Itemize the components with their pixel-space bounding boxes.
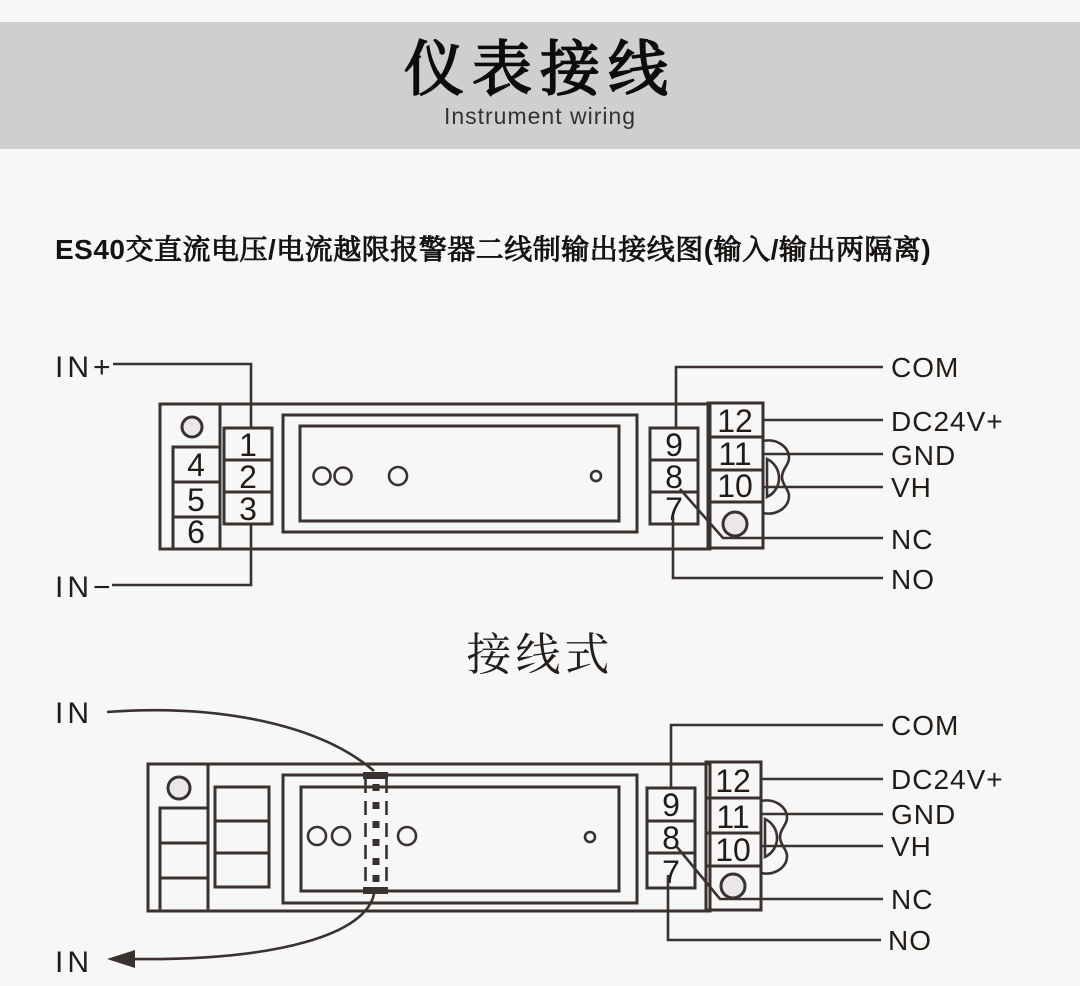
terminal-7: 7 — [665, 491, 683, 527]
gnd-label: GND — [891, 799, 957, 830]
page-title: 仪表接线 — [404, 36, 676, 103]
diagram-2-wiring-style — [55, 697, 1004, 979]
page-subtitle-en: Instrument wiring — [443, 103, 637, 129]
terminal-9: 9 — [662, 787, 680, 823]
terminal-6: 6 — [187, 514, 205, 550]
in-bottom-label: IN — [55, 946, 93, 979]
terminal-block-left — [160, 808, 208, 911]
display-window — [300, 426, 619, 521]
terminal-5: 5 — [187, 482, 205, 518]
in-plus-wire — [113, 364, 251, 428]
terminal-11: 11 — [716, 799, 750, 835]
in-top-label: IN — [55, 697, 93, 730]
in-minus-wire — [112, 524, 251, 585]
mount-hole-icon — [723, 512, 747, 536]
wire-pass-through-strip — [363, 772, 388, 894]
in-minus-label: IN− — [55, 571, 115, 604]
indicator-led-icon — [308, 827, 326, 845]
indicator-led-icon — [335, 468, 352, 485]
vh-label: VH — [891, 472, 932, 503]
no-label: NO — [888, 925, 932, 956]
indicator-led-icon — [389, 467, 407, 485]
terminal-4: 4 — [187, 447, 205, 483]
terminal-7: 7 — [662, 854, 680, 890]
terminal-8: 8 — [662, 820, 680, 856]
input-wires-1 — [55, 351, 251, 604]
terminal-block-mid — [215, 787, 269, 887]
instrument-body-2 — [148, 762, 787, 911]
indicator-led-icon — [398, 827, 416, 845]
vh-label: VH — [891, 831, 932, 862]
in-plus-label: IN+ — [55, 351, 115, 384]
nc-label: NC — [891, 524, 934, 555]
dc24v-label: DC24V+ — [891, 764, 1004, 795]
terminal-9: 9 — [665, 427, 683, 463]
no-wire — [668, 875, 881, 940]
diagram-description: ES40交直流电压/电流越限报警器二线制输出接线图(输入/输出两隔离) — [55, 234, 932, 265]
terminal-2: 2 — [239, 459, 257, 495]
terminal-11: 11 — [718, 436, 752, 472]
section-title: 接线式 — [466, 629, 614, 680]
terminal-10: 10 — [717, 468, 753, 504]
terminal-3: 3 — [239, 491, 257, 527]
terminal-12: 12 — [715, 763, 751, 799]
din-clip-latch-icon — [765, 819, 777, 857]
mount-hole-icon — [721, 874, 745, 898]
nc-wire — [677, 847, 883, 899]
terminal-12: 12 — [717, 403, 753, 439]
dc24v-label: DC24V+ — [891, 406, 1004, 437]
mount-hole-icon — [182, 417, 202, 437]
com-label: COM — [891, 710, 960, 741]
terminal-1: 1 — [239, 427, 257, 463]
nc-label: NC — [891, 884, 934, 915]
din-clip-latch-icon — [767, 459, 779, 497]
indicator-dot-icon — [591, 471, 601, 481]
indicator-led-icon — [314, 468, 331, 485]
mount-hole-icon — [168, 777, 190, 799]
terminal-8: 8 — [665, 459, 683, 495]
arrowhead-icon — [107, 950, 135, 968]
no-label: NO — [891, 564, 935, 595]
terminal-10: 10 — [715, 832, 751, 868]
indicator-dot-icon — [585, 832, 595, 842]
in-top-wire — [107, 710, 374, 771]
display-frame — [283, 775, 637, 903]
com-label: COM — [891, 352, 960, 383]
indicator-led-icon — [332, 827, 350, 845]
instrument-body-1 — [160, 403, 789, 550]
diagram-1-two-wire-output — [55, 351, 1004, 604]
gnd-label: GND — [891, 440, 957, 471]
